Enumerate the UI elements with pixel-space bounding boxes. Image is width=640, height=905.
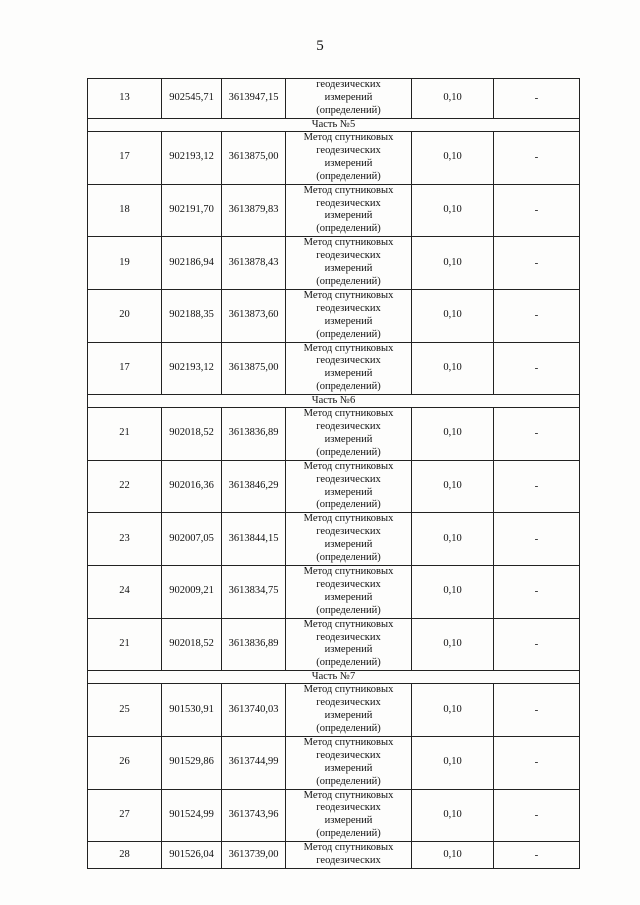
accuracy-cell: 0,10 (412, 408, 494, 461)
y-coordinate-cell: 3613739,00 (222, 842, 286, 869)
method-line: геодезических (316, 302, 381, 314)
y-coordinate-cell: 3613744,99 (222, 736, 286, 789)
x-coordinate-cell: 901529,86 (162, 736, 222, 789)
x-coordinate-cell: 901526,04 (162, 842, 222, 869)
accuracy-cell: 0,10 (412, 513, 494, 566)
method-line: (определений) (316, 552, 381, 564)
method-line: геодезических (316, 802, 381, 814)
method-line: геодезических (316, 144, 381, 156)
accuracy-cell: 0,10 (412, 684, 494, 737)
accuracy-cell: 0,10 (412, 736, 494, 789)
method-line: измерений (324, 539, 373, 551)
method-line: Метод спутниковых (303, 460, 394, 472)
table-row (88, 184, 580, 237)
accuracy-cell: 0,10 (412, 184, 494, 237)
method-line: геодезических (316, 749, 381, 761)
x-coordinate-cell: 902016,36 (162, 460, 222, 513)
table-row (88, 342, 580, 395)
part-header-row (88, 395, 580, 408)
method-line: измерений (324, 433, 373, 445)
note-cell: - (494, 736, 580, 789)
page-number: 5 (316, 38, 324, 54)
accuracy-cell: 0,10 (412, 842, 494, 869)
point-number-cell: 19 (88, 237, 162, 290)
y-coordinate-cell: 3613875,00 (222, 132, 286, 185)
method-line: геодезических (316, 197, 381, 209)
note-cell: - (494, 408, 580, 461)
method-line: (определений) (316, 104, 381, 116)
method-line: измерений (324, 644, 373, 656)
method-line: (определений) (316, 604, 381, 616)
table-row (88, 237, 580, 290)
method-line: измерений (324, 157, 373, 169)
method-line: геодезических (316, 79, 381, 91)
method-line: Метод спутниковых (303, 513, 394, 525)
method-line: (определений) (316, 170, 381, 182)
point-number-cell: 13 (88, 79, 162, 119)
method-cell (286, 566, 412, 619)
method-line: (определений) (316, 499, 381, 511)
x-coordinate-cell: 902007,05 (162, 513, 222, 566)
method-cell (286, 408, 412, 461)
method-cell (286, 132, 412, 185)
table-row (88, 566, 580, 619)
method-line: (определений) (316, 223, 381, 235)
part-header: Часть №6 (88, 395, 580, 408)
point-number-cell: 17 (88, 342, 162, 395)
method-line: (определений) (316, 381, 381, 393)
table-row (88, 289, 580, 342)
x-coordinate-cell: 902193,12 (162, 342, 222, 395)
part-header: Часть №5 (88, 119, 580, 132)
x-coordinate-cell: 901524,99 (162, 789, 222, 842)
point-number-cell: 18 (88, 184, 162, 237)
point-number-cell: 25 (88, 684, 162, 737)
method-line: Метод спутниковых (303, 736, 394, 748)
method-line: измерений (324, 710, 373, 722)
method-line: измерений (324, 815, 373, 827)
accuracy-cell: 0,10 (412, 342, 494, 395)
y-coordinate-cell: 3613834,75 (222, 566, 286, 619)
note-cell: - (494, 618, 580, 671)
note-cell: - (494, 460, 580, 513)
point-number-cell: 27 (88, 789, 162, 842)
method-line: (определений) (316, 275, 381, 287)
y-coordinate-cell: 3613875,00 (222, 342, 286, 395)
accuracy-cell: 0,10 (412, 237, 494, 290)
accuracy-cell: 0,10 (412, 132, 494, 185)
table-row (88, 618, 580, 671)
method-line: измерений (324, 762, 373, 774)
method-cell (286, 618, 412, 671)
y-coordinate-cell: 3613846,29 (222, 460, 286, 513)
x-coordinate-cell: 902009,21 (162, 566, 222, 619)
table-row (88, 460, 580, 513)
x-coordinate-cell: 902191,70 (162, 184, 222, 237)
part-header: Часть №7 (88, 671, 580, 684)
point-number-cell: 22 (88, 460, 162, 513)
note-cell: - (494, 842, 580, 869)
method-cell (286, 842, 412, 869)
point-number-cell: 23 (88, 513, 162, 566)
x-coordinate-cell: 902018,52 (162, 408, 222, 461)
note-cell: - (494, 79, 580, 119)
y-coordinate-cell: 3613947,15 (222, 79, 286, 119)
coordinates-table (87, 78, 580, 869)
method-line: (определений) (316, 657, 381, 669)
x-coordinate-cell: 902188,35 (162, 289, 222, 342)
y-coordinate-cell: 3613879,83 (222, 184, 286, 237)
note-cell: - (494, 132, 580, 185)
y-coordinate-cell: 3613743,96 (222, 789, 286, 842)
method-line: Метод спутниковых (303, 566, 394, 577)
point-number-cell: 17 (88, 132, 162, 185)
method-line: геодезических (316, 697, 381, 709)
method-line: измерений (324, 368, 373, 380)
method-line: Метод спутниковых (303, 184, 394, 196)
point-number-cell: 28 (88, 842, 162, 869)
y-coordinate-cell: 3613836,89 (222, 618, 286, 671)
method-line: Метод спутниковых (303, 132, 394, 143)
method-cell (286, 513, 412, 566)
method-line: геодезических (316, 473, 381, 485)
method-cell (286, 289, 412, 342)
y-coordinate-cell: 3613844,15 (222, 513, 286, 566)
method-cell (286, 342, 412, 395)
method-cell (286, 789, 412, 842)
note-cell: - (494, 184, 580, 237)
note-cell: - (494, 684, 580, 737)
method-line: Метод спутниковых (303, 789, 394, 801)
method-cell (286, 79, 412, 119)
method-cell (286, 237, 412, 290)
part-header-row (88, 671, 580, 684)
point-number-cell: 20 (88, 289, 162, 342)
method-line: Метод спутниковых (303, 289, 394, 301)
method-line: геодезических (316, 631, 381, 643)
x-coordinate-cell: 901530,91 (162, 684, 222, 737)
method-line: Метод спутниковых (303, 842, 394, 854)
method-line: геодезических (316, 578, 381, 590)
method-line: (определений) (316, 828, 381, 840)
method-line: измерений (324, 210, 373, 222)
note-cell: - (494, 289, 580, 342)
method-line: геодезических (316, 421, 381, 433)
table-row (88, 132, 580, 185)
accuracy-cell: 0,10 (412, 566, 494, 619)
method-line: Метод спутниковых (303, 342, 394, 354)
accuracy-cell: 0,10 (412, 789, 494, 842)
method-line: Метод спутниковых (303, 408, 394, 420)
method-line: (определений) (316, 446, 381, 458)
note-cell: - (494, 237, 580, 290)
method-line: геодезических (316, 250, 381, 262)
accuracy-cell: 0,10 (412, 79, 494, 119)
table-row (88, 513, 580, 566)
note-cell: - (494, 566, 580, 619)
method-line: измерений (324, 92, 373, 104)
table-row (88, 789, 580, 842)
x-coordinate-cell: 902193,12 (162, 132, 222, 185)
method-line: (определений) (316, 328, 381, 340)
accuracy-cell: 0,10 (412, 460, 494, 513)
method-cell (286, 184, 412, 237)
y-coordinate-cell: 3613873,60 (222, 289, 286, 342)
point-number-cell: 26 (88, 736, 162, 789)
method-line: измерений (324, 263, 373, 275)
method-line: геодезических (316, 526, 381, 538)
method-cell (286, 460, 412, 513)
note-cell: - (494, 789, 580, 842)
method-line: измерений (324, 315, 373, 327)
method-line: Метод спутниковых (303, 237, 394, 249)
y-coordinate-cell: 3613740,03 (222, 684, 286, 737)
table-row (88, 684, 580, 737)
method-line: (определений) (316, 775, 381, 787)
part-header-row (88, 119, 580, 132)
method-line: геодезических (316, 855, 381, 867)
y-coordinate-cell: 3613878,43 (222, 237, 286, 290)
table-row (88, 79, 580, 119)
method-line: геодезических (316, 355, 381, 367)
x-coordinate-cell: 902545,71 (162, 79, 222, 119)
table-row (88, 736, 580, 789)
accuracy-cell: 0,10 (412, 618, 494, 671)
method-cell (286, 684, 412, 737)
point-number-cell: 24 (88, 566, 162, 619)
note-cell: - (494, 342, 580, 395)
note-cell: - (494, 513, 580, 566)
y-coordinate-cell: 3613836,89 (222, 408, 286, 461)
x-coordinate-cell: 902018,52 (162, 618, 222, 671)
x-coordinate-cell: 902186,94 (162, 237, 222, 290)
point-number-cell: 21 (88, 618, 162, 671)
method-cell (286, 736, 412, 789)
table-row (88, 408, 580, 461)
method-line: Метод спутниковых (303, 684, 394, 696)
accuracy-cell: 0,10 (412, 289, 494, 342)
method-line: измерений (324, 591, 373, 603)
method-line: измерений (324, 486, 373, 498)
method-line: (определений) (316, 722, 381, 734)
method-line: Метод спутниковых (303, 618, 394, 630)
table-row (88, 842, 580, 869)
point-number-cell: 21 (88, 408, 162, 461)
